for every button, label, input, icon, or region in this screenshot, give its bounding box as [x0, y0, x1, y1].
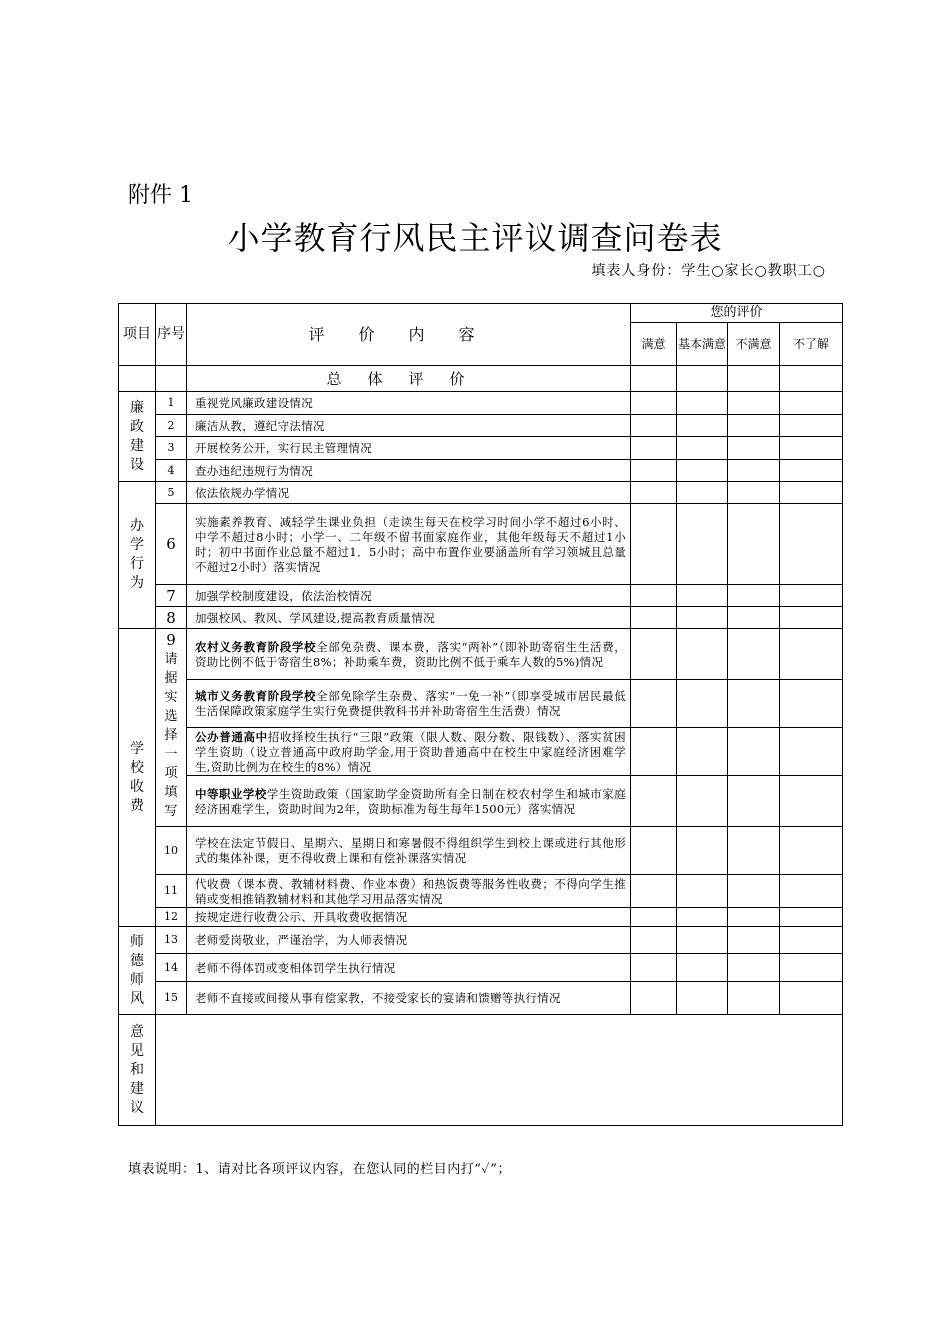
rating-cell[interactable] — [728, 982, 780, 1015]
rating-cell[interactable] — [780, 366, 843, 392]
table-row — [119, 460, 843, 482]
rating-cell[interactable] — [631, 504, 677, 585]
table-row — [119, 504, 843, 585]
rating-cell[interactable] — [631, 680, 677, 728]
rating-cell[interactable] — [728, 607, 780, 629]
table-row — [119, 927, 843, 954]
rating-cell[interactable] — [677, 629, 728, 680]
rating-cell[interactable] — [631, 776, 677, 827]
rating-cell[interactable] — [631, 392, 677, 415]
rating-cell[interactable] — [780, 437, 843, 460]
table-row — [119, 680, 843, 728]
rating-cell[interactable] — [677, 728, 728, 776]
item-text: 老师不得体罚或变相体罚学生执行情况 — [187, 954, 631, 982]
rating-cell[interactable] — [677, 680, 728, 728]
group-shide: 师德师风 — [119, 927, 156, 1015]
item-text: 加强学校制度建设，依法治校情况 — [187, 585, 631, 607]
item-text: 开展校务公开，实行民主管理情况 — [187, 437, 631, 460]
rating-cell[interactable] — [780, 908, 843, 927]
survey-table-wrap — [118, 303, 842, 1126]
rating-cell[interactable] — [728, 629, 780, 680]
footer-note: 填表说明：1、请对比各项评议内容，在您认同的栏目内打“✓”； — [128, 1162, 511, 1177]
rating-cell[interactable] — [728, 415, 780, 437]
item-text: 中等职业学校学生资助政策（国家助学金资助所有全日制在校农村学生和城市家庭经济困难学生，资助时间为2年，资助标准为每生每年1500元）落实情况 — [187, 776, 631, 827]
rating-cell[interactable] — [780, 927, 843, 954]
group-shoufei: 学校收费 — [119, 629, 156, 927]
rating-cell[interactable] — [631, 982, 677, 1015]
rating-cell[interactable] — [631, 460, 677, 482]
annex-label: 附件 1 — [128, 183, 193, 208]
table-row — [119, 954, 843, 982]
rating-cell[interactable] — [728, 392, 780, 415]
header-category: 项目 — [119, 304, 156, 366]
rating-cell[interactable] — [728, 728, 780, 776]
table-row-opinion — [119, 1015, 843, 1126]
item-no: 15 — [156, 982, 187, 1015]
item-no: 9 — [166, 631, 176, 649]
table-row — [119, 482, 843, 504]
rating-cell[interactable] — [631, 629, 677, 680]
rating-cell[interactable] — [677, 585, 728, 607]
item-text: 代收费（课本费、教辅材料费、作业本费）和热饭费等服务性收费；不得向学生推销或变相推销教辅材料和其他学习用品落实情况 — [187, 875, 631, 908]
identity-line: 填表人身份：学生○家长○教职工○ — [591, 263, 826, 279]
rating-cell[interactable] — [728, 776, 780, 827]
item9-note: 请据实选择一项填写 — [164, 652, 178, 819]
rating-cell[interactable] — [631, 585, 677, 607]
rating-cell[interactable] — [780, 776, 843, 827]
table-row — [119, 982, 843, 1015]
overall-label: 总体评价 — [187, 366, 631, 392]
rating-cell[interactable] — [728, 460, 780, 482]
rating-cell[interactable] — [780, 982, 843, 1015]
item-text: 农村义务教育阶段学校全部免杂费、课本费，落实“两补”（即补助寄宿生生活费，资助比例不低于寄宿生8%；补助乘车费，资助比例不低于乘车人数的5%)情况 — [187, 629, 631, 680]
rating-cell[interactable] — [677, 875, 728, 908]
item-text: 按规定进行收费公示、开具收费收据情况 — [187, 908, 631, 927]
rating-cell[interactable] — [631, 415, 677, 437]
table-row — [119, 585, 843, 607]
header-your-rating: 您的评价 — [631, 304, 843, 323]
table-row — [119, 392, 843, 415]
rating-cell[interactable] — [631, 875, 677, 908]
group-lianzheng: 廉政建设 — [119, 392, 156, 482]
item-text: 加强校风、教风、学风建设,提高教育质量情况 — [187, 607, 631, 629]
rating-cell[interactable] — [631, 927, 677, 954]
rating-cell[interactable] — [631, 827, 677, 875]
rating-cell[interactable] — [677, 415, 728, 437]
rating-cell[interactable] — [780, 585, 843, 607]
rating-cell[interactable] — [677, 437, 728, 460]
rating-cell[interactable] — [728, 954, 780, 982]
rating-cell[interactable] — [780, 415, 843, 437]
rating-cell[interactable] — [631, 728, 677, 776]
item-no: 3 — [156, 437, 187, 460]
rating-cell[interactable] — [677, 776, 728, 827]
table-row-overall — [119, 366, 843, 392]
table-row — [119, 415, 843, 437]
rating-cell[interactable] — [780, 607, 843, 629]
rating-cell[interactable] — [780, 954, 843, 982]
rating-cell[interactable] — [677, 827, 728, 875]
rating-cell[interactable] — [677, 482, 728, 504]
item-no: 14 — [156, 954, 187, 982]
rating-cell[interactable] — [780, 875, 843, 908]
item-text: 老师不直接或间接从事有偿家教，不接受家长的宴请和馈赠等执行情况 — [187, 982, 631, 1015]
rating-cell[interactable] — [677, 908, 728, 927]
header-option-unsatisfied: 不满意 — [728, 323, 780, 366]
rating-cell[interactable] — [780, 680, 843, 728]
table-row — [119, 827, 843, 875]
item-text: 学校在法定节假日、星期六、星期日和寒暑假不得组织学生到校上课或进行其他形式的集体补课，更不得收费上课和有偿补课落实情况 — [187, 827, 631, 875]
page-title: 小学教育行风民主评议调查问卷表 — [227, 219, 723, 257]
rating-cell[interactable] — [728, 437, 780, 460]
rating-cell[interactable] — [631, 607, 677, 629]
rating-cell[interactable] — [728, 482, 780, 504]
rating-cell[interactable] — [677, 504, 728, 585]
rating-cell[interactable] — [677, 927, 728, 954]
rating-cell[interactable] — [677, 982, 728, 1015]
rating-cell[interactable] — [728, 927, 780, 954]
rating-cell[interactable] — [728, 366, 780, 392]
opinion-input-area[interactable] — [156, 1015, 843, 1126]
rating-cell[interactable] — [780, 728, 843, 776]
rating-cell[interactable] — [780, 460, 843, 482]
item-no: 13 — [156, 927, 187, 954]
item-text: 老师爱岗敬业，严谨治学，为人师表情况 — [187, 927, 631, 954]
header-option-basically-satisfied: 基本满意 — [677, 323, 728, 366]
rating-cell[interactable] — [631, 908, 677, 927]
header-option-unknown: 不了解 — [780, 323, 843, 366]
item-no: 5 — [156, 482, 187, 504]
rating-cell[interactable] — [780, 827, 843, 875]
rating-cell[interactable] — [780, 629, 843, 680]
header-option-satisfied: 满意 — [631, 323, 677, 366]
rating-cell[interactable] — [728, 875, 780, 908]
item-text: 城市义务教育阶段学校全部免除学生杂费、落实“一免一补”（即享受城市居民最低生活保障政策家庭学生实行免费提供教科书并补助寄宿生生活费）情况 — [187, 680, 631, 728]
table-row — [119, 776, 843, 827]
rating-cell[interactable] — [631, 366, 677, 392]
table-row — [119, 908, 843, 927]
survey-table — [118, 303, 843, 1126]
item-no: 11 — [156, 875, 187, 908]
item-no: 10 — [156, 827, 187, 875]
rating-cell[interactable] — [677, 954, 728, 982]
item-text: 公办普通高中招收择校生执行“三限”政策（限人数、限分数、限钱数）、落实贫困学生资助（设立普通高中政府助学金,用于资助普通高中在校生中家庭经济困难学生,资助比例为在校生的8%）情况 — [187, 728, 631, 776]
rating-cell[interactable] — [677, 366, 728, 392]
item-no: 12 — [156, 908, 187, 927]
item9-cell — [156, 629, 187, 827]
item-no: 1 — [156, 392, 187, 415]
rating-cell[interactable] — [631, 954, 677, 982]
rating-cell[interactable] — [728, 827, 780, 875]
table-row — [119, 875, 843, 908]
rating-cell[interactable] — [728, 504, 780, 585]
header-seq: 序号 — [156, 304, 187, 366]
rating-cell[interactable] — [677, 460, 728, 482]
item-text: 实施素养教育、减轻学生课业负担（走读生每天在校学习时间小学不超过6小时、中学不超过8小时；小学一、二年级不留书面家庭作业，其他年级每天不超过1小时；初中书面作业总量不超过1．5小时；高中布置作业要涵盖所有学习领城且总量不超过2小时）落实情况 — [187, 504, 631, 585]
table-row — [119, 629, 843, 680]
rating-cell[interactable] — [728, 680, 780, 728]
rating-cell[interactable] — [728, 585, 780, 607]
table-row — [119, 437, 843, 460]
table-row — [119, 728, 843, 776]
rating-cell[interactable] — [780, 504, 843, 585]
table-row — [119, 607, 843, 629]
rating-cell[interactable] — [677, 607, 728, 629]
rating-cell[interactable] — [780, 392, 843, 415]
rating-cell[interactable] — [631, 437, 677, 460]
item-no: 8 — [156, 607, 187, 629]
item-text: 查办违纪违规行为情况 — [187, 460, 631, 482]
header-content: 评价内容 — [187, 304, 631, 366]
rating-cell[interactable] — [677, 392, 728, 415]
group-banxue: 办学行为 — [119, 482, 156, 629]
item-no: 2 — [156, 415, 187, 437]
group-opinion: 意见和建议 — [119, 1015, 156, 1126]
rating-cell[interactable] — [631, 482, 677, 504]
item-text: 廉洁从教，遵纪守法情况 — [187, 415, 631, 437]
item-no: 6 — [156, 504, 187, 585]
item-no: 4 — [156, 460, 187, 482]
rating-cell[interactable] — [728, 908, 780, 927]
item-text: 重视党风廉政建设情况 — [187, 392, 631, 415]
item-text: 依法依规办学情况 — [187, 482, 631, 504]
rating-cell[interactable] — [780, 482, 843, 504]
item-no: 7 — [156, 585, 187, 607]
